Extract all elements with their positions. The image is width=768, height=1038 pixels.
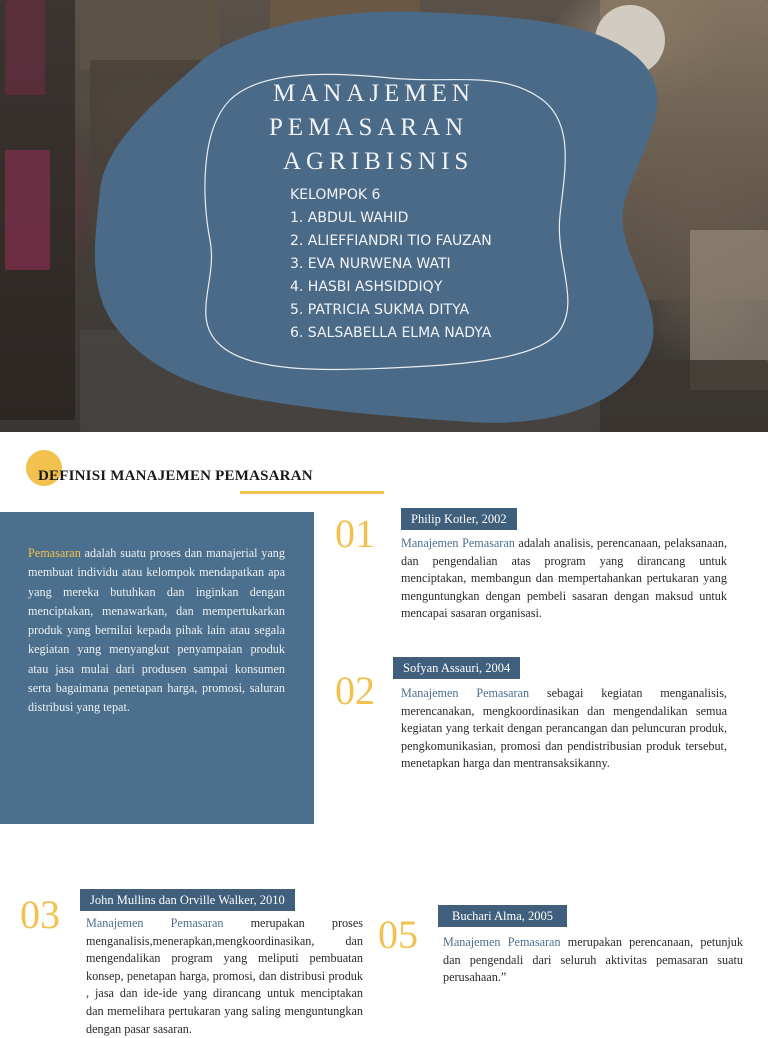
author-tag-05: Buchari Alma, 2005 <box>438 905 567 927</box>
cover-title-line-3: AGRIBISNIS <box>283 148 474 175</box>
item-text-05 <box>443 934 743 987</box>
item-text-02 <box>401 685 727 773</box>
item-number-02: 02 <box>335 668 375 713</box>
item-highlight-03: Manajemen Pemasaran <box>86 916 224 930</box>
item-number-03: 03 <box>20 892 60 937</box>
item-number-05: 05 <box>378 912 418 957</box>
definition-highlight: Pemasaran <box>28 546 81 560</box>
item-highlight-02: Manajemen Pemasaran <box>401 686 530 700</box>
author-tag-01: Philip Kotler, 2002 <box>401 508 517 530</box>
member-3: 3. EVA NURWENA WATI <box>290 256 451 272</box>
item-body-03: merupakan proses menganalisis,menerapkan,mengkoordinasikan, dan mengendalikan program yang meliputi pembuatan konsep, penetapan harga, promosi, dan distribusi produk , jasa dan ide-ide yang dirancang untuk menciptakan dan memelihara pertukaran yang saling menguntungkan dengan pasar sasaran. <box>86 916 363 1036</box>
author-tag-03: John Mullins dan Orville Walker, 2010 <box>80 889 295 911</box>
group-label: KELOMPOK 6 <box>290 187 381 203</box>
member-6: 6. SALSABELLA ELMA NADYA <box>290 325 492 341</box>
item-highlight-05: Manajemen Pemasaran <box>443 935 561 949</box>
member-4: 4. HASBI ASHSIDDIQY <box>290 279 443 295</box>
item-body-02: sebagai kegiatan menganalisis, merencanakan, mengkoordinasikan dan mengendalikan semua kegiatan yang terkait dengan perancangan dan peluncuran produk, pengkomunikasian, promosi dan pendistribusian produk tersebut, menetapkan harga dan mentransaksikanny. <box>401 686 727 771</box>
cover-title-line-2: PEMASARAN <box>269 114 469 141</box>
item-highlight-01: Manajemen Pemasaran <box>401 536 515 550</box>
cover-title-line-1: MANAJEMEN <box>273 80 475 107</box>
section-underline <box>240 491 384 494</box>
member-2: 2. ALIEFFIANDRI TIO FAUZAN <box>290 233 492 249</box>
item-text-01 <box>401 535 727 623</box>
definition-body: adalah suatu proses dan manajerial yang membuat individu atau kelompok mendapatkan apa yang mereka butuhkan dan inginkan dengan menciptakan, menawarkan, dan mempertukarkan produk yang bernilai kepada pihak lain atau segala kegiatan yang menyangkut penyampaian produk atau jasa mulai dari produsen sampai konsumen serta bagaimana penetapan harga, promosi, saluran distribusi yang tepat. <box>28 546 285 715</box>
item-body-01: adalah analisis, perencanaan, pelaksanaan, dan pengendalian atas program yang dirancang untuk menciptakan, membangun dan mempertahankan pertukaran yang menguntungkan dengan pembeli sasaran dengan maksud untuk mencapai sasaran organisasi. <box>401 536 727 621</box>
cover-hero <box>0 0 768 432</box>
item-text-03 <box>86 915 363 1038</box>
item-number-01: 01 <box>335 511 375 556</box>
member-1: 1. ABDUL WAHID <box>290 210 409 226</box>
section-title: DEFINISI MANAJEMEN PEMASARAN <box>38 468 313 484</box>
item-body-05: merupakan perencanaan, petunjuk dan pengendali dari seluruh aktivitas pemasaran suatu perusahaan.” <box>443 935 743 985</box>
member-5: 5. PATRICIA SUKMA DITYA <box>290 302 470 318</box>
author-tag-02: Sofyan Assauri, 2004 <box>393 657 520 679</box>
definition-text <box>28 544 285 718</box>
